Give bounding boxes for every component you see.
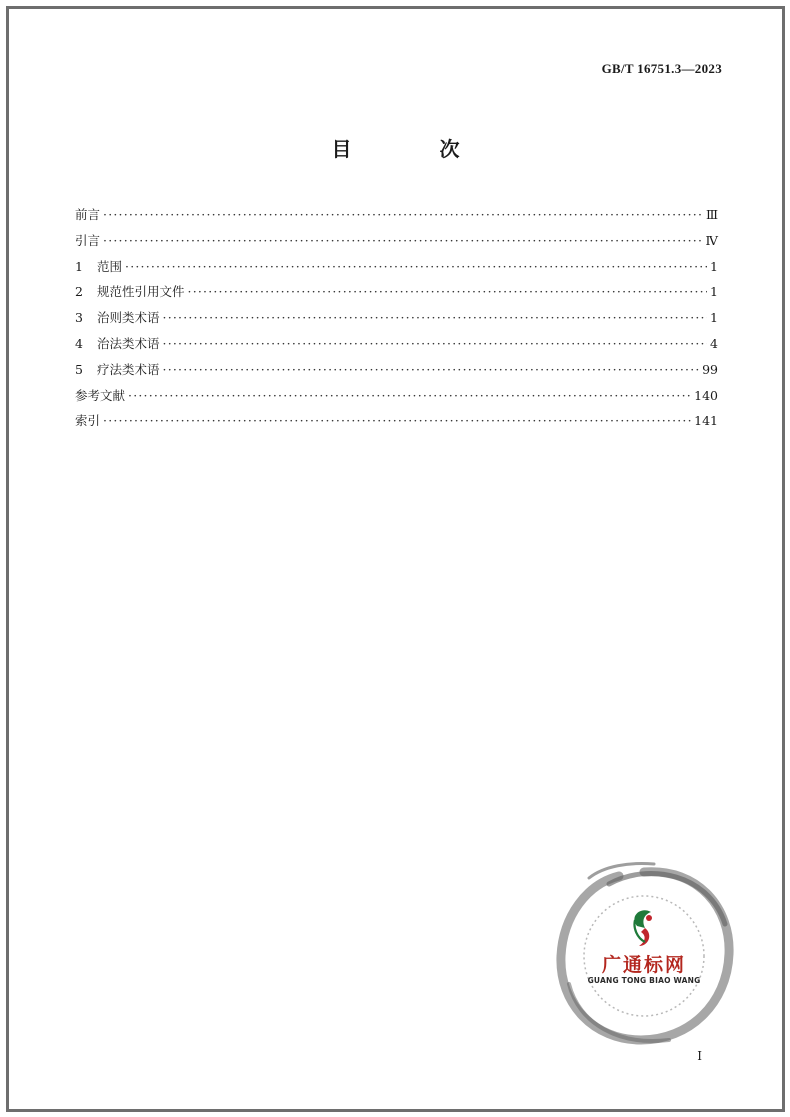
toc-entry-label: 前言: [75, 207, 101, 222]
toc-title: 目 次: [331, 137, 494, 161]
toc-entry-label: 疗法类术语: [97, 361, 160, 377]
toc-entry-page: 141: [694, 413, 718, 429]
toc-entry-label: 规范性引用文件: [97, 284, 185, 300]
toc-entry-bibliography[interactable]: [75, 383, 718, 409]
toc-entry-foreword[interactable]: [75, 202, 718, 228]
toc-dot-leader: [188, 279, 708, 305]
watermark-name-cn: 广通标网: [601, 954, 686, 976]
toc-entry-number: 2: [75, 284, 83, 300]
toc-dot-leader: [128, 383, 691, 409]
document-page: [6, 6, 785, 1112]
toc-entry-label: 索引: [75, 413, 101, 429]
toc-entry-page: 140: [694, 387, 718, 403]
toc-entry-page: Ⅳ: [705, 232, 718, 248]
watermark-stamp: [549, 854, 739, 1054]
toc-dot-leader: [125, 254, 707, 280]
toc-entry-number: 5: [75, 361, 83, 377]
toc-entry-page: 4: [710, 335, 718, 351]
toc-dot-leader: [163, 305, 708, 331]
toc-entry-number: 4: [75, 335, 83, 351]
toc-entry-treatment-method-terms[interactable]: [75, 331, 718, 357]
toc-entry-label: 治则类术语: [97, 310, 160, 326]
toc-dot-leader: [103, 408, 691, 434]
toc-entry-label: 治法类术语: [97, 335, 160, 351]
toc-entry-page: 1: [710, 284, 718, 300]
toc-entry-label: 引言: [75, 232, 101, 248]
table-of-contents: [75, 202, 718, 434]
toc-entry-number: 1: [75, 258, 83, 274]
toc-entry-therapy-terms[interactable]: [75, 357, 718, 383]
toc-entry-label: 参考文献: [75, 387, 126, 403]
logo-mark-icon: [634, 910, 652, 946]
watermark-name-en: GUANG TONG BIAO WANG: [587, 976, 701, 985]
toc-entry-page: Ⅲ: [705, 207, 718, 222]
toc-entry-page: 1: [710, 310, 718, 326]
toc-dot-leader: [103, 202, 703, 228]
toc-entry-normative-references[interactable]: [75, 279, 718, 305]
toc-entry-introduction[interactable]: [75, 228, 718, 254]
toc-entry-index[interactable]: [75, 408, 718, 434]
toc-entry-number: 3: [75, 310, 83, 326]
toc-dot-leader: [163, 331, 708, 357]
toc-dot-leader: [103, 228, 702, 254]
standard-code: GB/T 16751.3—2023: [601, 61, 722, 76]
toc-dot-leader: [163, 357, 700, 383]
page-number: I: [697, 1049, 702, 1063]
toc-entry-scope[interactable]: [75, 254, 718, 280]
toc-entry-page: 99: [702, 361, 718, 377]
toc-entry-page: 1: [710, 258, 718, 274]
toc-entry-treatment-principle-terms[interactable]: [75, 305, 718, 331]
toc-entry-label: 范围: [97, 258, 123, 274]
